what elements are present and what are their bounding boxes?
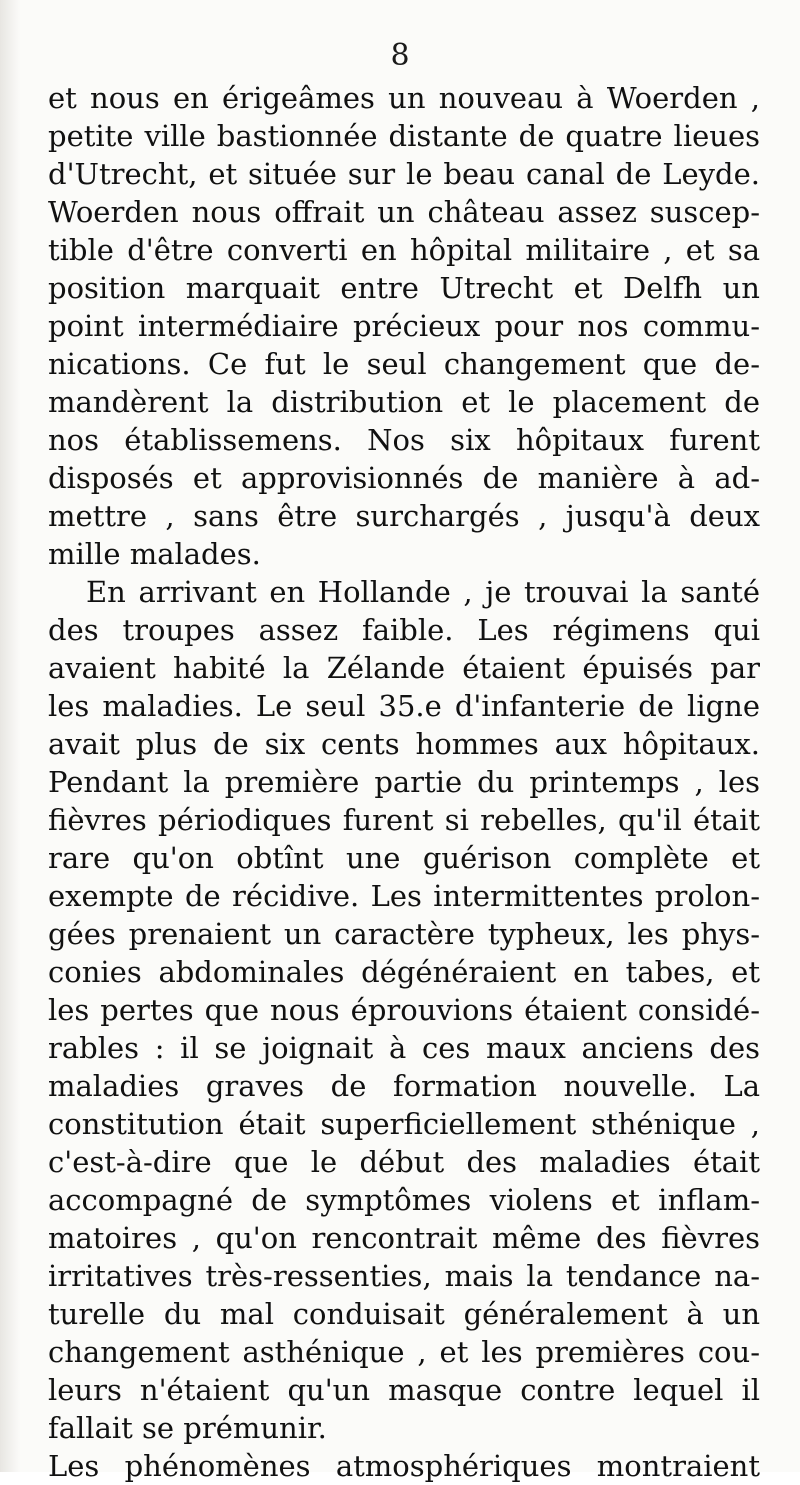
text-line: position marquait entre Utrecht et Delfh un: [48, 271, 760, 305]
text-line: fièvres périodiques furent si rebelles, qu'il était: [48, 803, 760, 837]
text-line: gées prenaient un caractère typheux, les phys-: [48, 917, 760, 951]
text-line: Les phénomènes atmosphériques montraient: [48, 1449, 760, 1483]
text-line: En arrivant en Hollande , je trouvai la santé: [86, 575, 760, 609]
text-line: avait plus de six cents hommes aux hôpitaux.: [48, 727, 760, 761]
text-line: Woerden nous offrait un château assez suscep-: [48, 195, 760, 229]
text-line: mille malades.: [48, 537, 261, 571]
text-line: rables : il se joignait à ces maux anciens des: [48, 1031, 760, 1065]
text-line: d'Utrecht, et située sur le beau canal de Leyde.: [48, 157, 760, 191]
text-line: maladies graves de formation nouvelle. La: [48, 1069, 760, 1103]
text-line: turelle du mal conduisait généralement à un: [48, 1297, 760, 1331]
text-line: disposés et approvisionnés de manière à ad-: [48, 461, 760, 495]
text-line: matoires , qu'on rencontrait même des fièvres: [48, 1221, 760, 1255]
text-line: nications. Ce fut le seul changement que de-: [48, 347, 760, 381]
body-text: [48, 79, 760, 1485]
text-line: irritatives très-ressenties, mais la tendance na-: [48, 1259, 760, 1293]
text-line: avaient habité la Zélande étaient épuisés par: [48, 651, 760, 685]
text-line: tible d'être converti en hôpital militaire , et sa: [48, 233, 760, 267]
page-gutter-shadow: [0, 0, 20, 1472]
text-line: petite ville bastionnée distante de quatre lieues: [48, 119, 760, 153]
text-line: nos établissemens. Nos six hôpitaux furent: [48, 423, 760, 457]
text-line: accompagné de symptômes violens et inflam-: [48, 1183, 760, 1217]
page-number: 8: [390, 38, 410, 73]
text-line: changement asthénique , et les premières cou-: [48, 1335, 760, 1369]
text-line: les maladies. Le seul 35.e d'infanterie de ligne: [48, 689, 760, 723]
text-line: fallait se prémunir.: [48, 1411, 327, 1445]
text-line: point intermédiaire précieux pour nos commu-: [48, 309, 760, 343]
text-line: des troupes assez faible. Les régimens qui: [48, 613, 760, 647]
text-line: constitution était superficiellement sthénique ,: [48, 1107, 760, 1141]
text-line: conies abdominales dégénéraient en tabes, et: [48, 955, 760, 989]
text-line: mettre , sans être surchargés , jusqu'à deux: [48, 499, 760, 533]
text-line: rare qu'on obtînt une guérison complète et: [48, 841, 760, 875]
text-line: c'est-à-dire que le début des maladies était: [48, 1145, 760, 1179]
text-line: les pertes que nous éprouvions étaient considé-: [48, 993, 760, 1027]
text-line: leurs n'étaient qu'un masque contre lequel il: [48, 1373, 760, 1407]
paragraph-2: [48, 573, 760, 1447]
text-line: exempte de récidive. Les intermittentes prolon-: [48, 879, 760, 913]
text-line: Pendant la première partie du printemps , les: [48, 765, 760, 799]
paragraph-3: [48, 1447, 760, 1485]
text-line: mandèrent la distribution et le placement de: [48, 385, 760, 419]
paragraph-1: [48, 79, 760, 573]
text-line: et nous en érigeâmes un nouveau à Woerden ,: [48, 81, 760, 115]
